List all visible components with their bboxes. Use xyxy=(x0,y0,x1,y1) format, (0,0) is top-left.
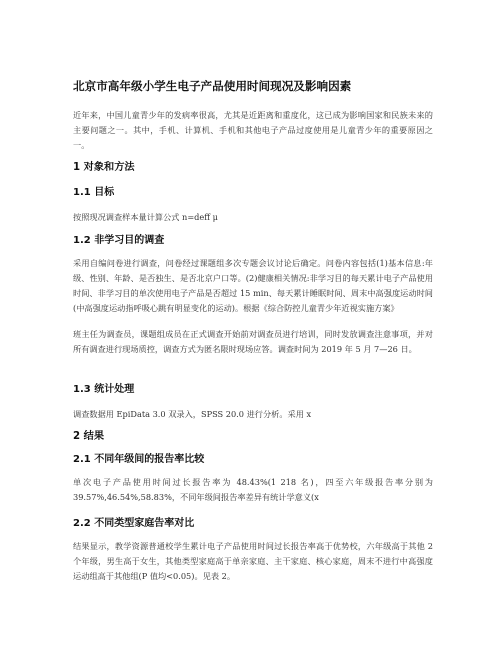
section-heading-1-3: 1.3 统计处理 xyxy=(73,384,135,395)
section-heading-1-1: 1.1 目标 xyxy=(73,187,115,198)
section-1-1-text: 按照现况调查样本量计算公式 n=deff μ xyxy=(73,212,219,222)
section-heading-1-2: 1.2 非学习目的调查 xyxy=(73,235,165,246)
intro-paragraph: 近年来，中国儿童青少年的发病率很高，尤其是近距离和重度化，这已成为影响国家和民族未来的主要问题之一。其中，手机、计算机、手机和其他电子产品过度使用是儿童青少年的重要原因之一。 xyxy=(73,110,433,150)
document-title: 北京市高年级小学生电子产品使用时间现况及影响因素 xyxy=(73,79,352,93)
section-1-2-text-2: 班主任为调查员，课题组成员在正式调查开始前对调查员进行培训，同时发放调查注意事项，并对所有调查进行现场质控，调查方式为匿名限时现场应答。调查时间为 2019 年 5 月 7—26 日。 xyxy=(73,329,433,354)
section-2-2-text: 结果显示，教学资源普通校学生累计电子产品使用时间过长报告率高于优势校，六年级高于其他 2 个年级，男生高于女生，其他类型家庭高于单亲家庭、主干家庭、核心家庭，周末不进行中高强度运动组高于其他组(P 值均<0.05)。见表 2。 xyxy=(73,541,433,581)
section-heading-2-2: 2.2 不同类型家庭告率对比 xyxy=(73,518,195,529)
section-1-3-text: 调查数据用 EpiData 3.0 双录入，SPSS 20.0 进行分析。采用 x xyxy=(73,409,312,419)
section-heading-2: 2 结果 xyxy=(73,431,105,442)
section-heading-1: 1 对象和方法 xyxy=(73,162,135,173)
section-1-2-text: 采用自编问卷进行调查，问卷经过课题组多次专题会议讨论后确定。问卷内容包括(1)基本信息:年级、性别、年龄、是否独生、是否北京户口等。(2)健康相关情况:非学习目的每天累计电子产品使用时间、非学习目的单次使用电子产品是否超过 15 min、每天累计睡眠时间、周末中高强度运动时间(中高强度运动指呼吸心跳有明显变化的运动)。根据《综合防控儿童青少年近视实施方案》 xyxy=(73,258,433,313)
section-heading-2-1: 2.1 不同年级间的报告率比较 xyxy=(73,454,205,465)
section-2-1-text: 单次电子产品使用时间过长报告率为 48.43%(1 218 名)，四至六年级报告率分别为 39.57%,46.54%,58.83%，不同年级间报告率差异有统计学意义(x xyxy=(73,477,433,502)
